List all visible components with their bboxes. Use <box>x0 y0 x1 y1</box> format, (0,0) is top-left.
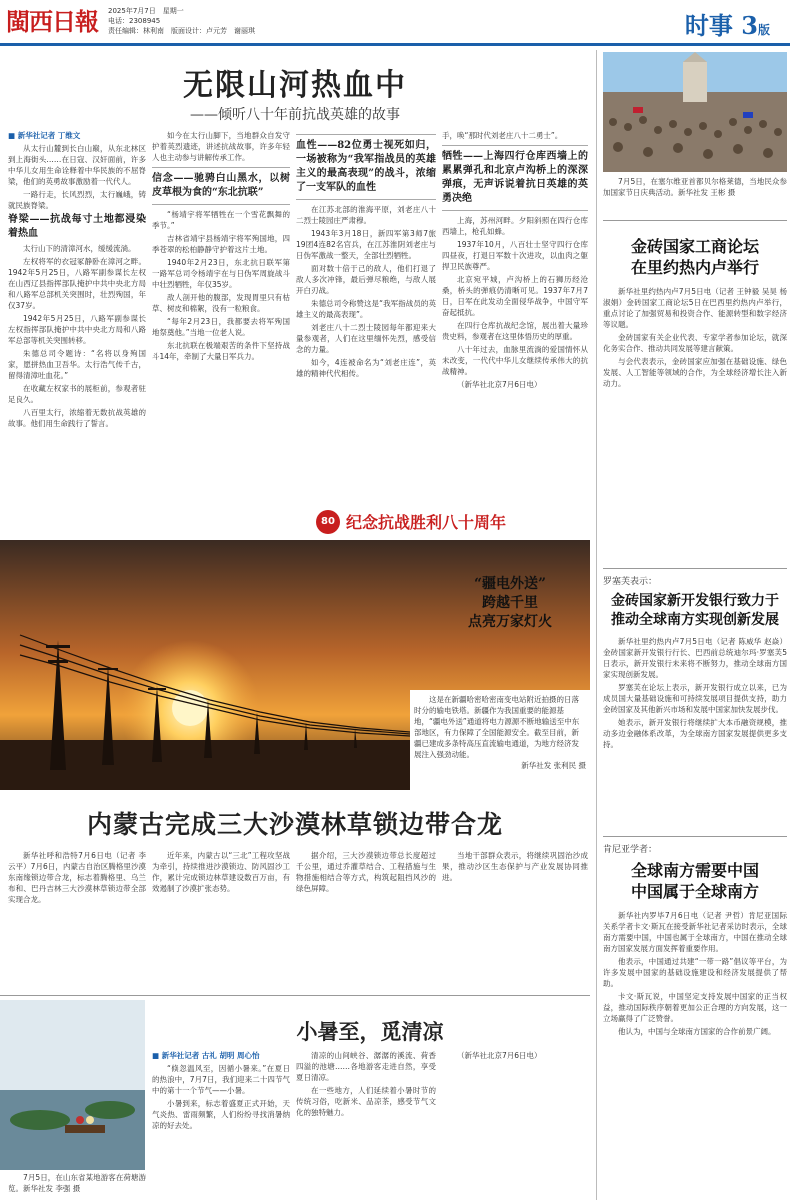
editors: 责任编辑：林利南 版面设计：卢元芳 谢丽琪 <box>108 27 255 35</box>
pull-quote-faith: 信念——驰骋白山黑水，以树皮草根为食的“东北抗联” <box>152 167 290 205</box>
brics-forum-body: 新华社里约热内卢7月5日电（记者 王钟毅 吴昊 杨淑娟）金砖国家工商论坛5日在巴西里约热内卢举行，重点讨论了加强贸易和投资合作、能源转型和数字经济等议题。 金砖国家有关企业代表、专家学者参加论坛，就深化务实合作、推动共同发展等建言献策。 与会代表表示，金砖国家应加强在基础设施、绿色发展、人工智能等领域的合作，为全球经济增长注入新动力。 <box>603 287 787 388</box>
lotus-pond-photo <box>0 1000 145 1170</box>
phone: 电话：2308945 <box>108 17 161 25</box>
anniversary-emblem: 80 <box>316 510 340 534</box>
divider <box>0 995 590 996</box>
main-story-col4: 手，唤“那时代刘老庄八十二勇士”。 牺牲——上海四行仓库西墙上的累累弹孔和北京卢沟桥上的深深弹痕，无声诉说着抗日英雄的英勇决绝 上海，苏州河畔。夕阳斜照在四行仓库西墙上，枪孔如蜂。 1937年10月，八百壮士坚守四行仓库四昼夜，打退日军数十次进攻，以血肉之躯捍卫民族尊严。 北京宛平城，卢沟桥上的石狮历经沧桑，桥头的弹痕仍清晰可见。1937年7月7日，日军在此发动全面侵华战争，中国守军奋起抵抗。 在四行仓库抗战纪念馆，展出着大量珍贵史料，参观者在这里体悟历史的厚重。 八十年过去，血脉里流淌的爱国情怀从未改变，一代代中华儿女继续传承伟大的抗战精神。 （新华社北京7月6日电） <box>442 131 588 389</box>
newspaper-logo: 閩西日報 <box>6 7 98 36</box>
main-subheadline: ——倾听八十年前抗战英雄的故事 <box>190 107 400 123</box>
pull-quote-sacrifice: 牺牲——上海四行仓库西墙上的累累弹孔和北京卢沟桥上的深深弹痕，无声诉说着抗日英雄的英勇决绝 <box>442 145 588 211</box>
main-story-col2: 如今在太行山脚下，当地群众自发守护着英烈遗迹，讲述抗战故事，许多年轻人也主动参与讲解传承工作。 信念——驰骋白山黑水，以树皮草根为食的“东北抗联” “杨靖宇将军牺牲在一个雪花飘舞的季节。” 吉林省靖宇县杨靖宇将军殉国地，四季苍翠的松柏静静守护着这片土地。 1940年2月23日，东北抗日联军第一路军总司令杨靖宇在与日伪军周旋战斗中壮烈牺牲，年仅35岁。 敌人剖开他的腹部，发现胃里只有枯草、树皮和棉絮，没有一粒粮食。 “每年2月23日，我都要去将军殉国地祭奠他。”当地一位老人说。 东北抗联在极端艰苦的条件下坚持战斗14年，牵制了大量日军兵力。 <box>152 131 290 361</box>
masthead-info <box>108 6 255 36</box>
pull-quote-valor: 血性——82位勇士视死如归，一场被称为“我军指战员的英雄主义的最高表现”的战斗，浓缩了一支军队的血性 <box>296 134 436 200</box>
innermongolia-col4: 当地干部群众表示，将继续巩固治沙成果，推动沙区生态保护与产业发展协同推进。 <box>442 851 588 882</box>
summer-col1: ■ 新华社记者 古礼 胡明 周心怡 “倏忽温风至，因循小暑来。”在夏日的热浪中，7月7日，我们迎来二十四节气中的第十一个节气——小暑。 小暑到来，标志着盛夏正式开始，天气炎热、雷雨频繁，人们纷纷寻找消暑纳凉的好去处。 <box>152 1051 290 1130</box>
innermongolia-col1: 新华社呼和浩特7月6日电（记者 李云平）7月6日，内蒙古自治区腾格里沙漠东南缘锁边带合龙，标志着腾格里、乌兰布和、巴丹吉林三大沙漠林草锁边带全部实现合龙。 <box>8 851 146 904</box>
lotus-photo-caption: 7月5日，在山东省某地游客在荷塘游览。新华社发 李强 摄 <box>8 1173 146 1193</box>
column-divider <box>596 50 597 1200</box>
brics-forum-headline: 金砖国家工商论坛 在里约热内卢举行 <box>630 237 759 277</box>
ndb-headline: 金砖国家新开发银行致力于 推动全球南方实现创新发展 <box>611 593 779 628</box>
anniversary-banner <box>316 508 586 536</box>
kenya-scholar-label: 肯尼亚学者： <box>603 845 658 855</box>
photo-feature-title: “疆电外送” 跨越千里 点亮万家灯火 <box>468 576 552 630</box>
issue-date: 2025年7月7日 星期一 <box>108 7 184 15</box>
section-title: 时事 3版 <box>684 11 770 40</box>
pond-boat-image <box>0 1000 145 1170</box>
ndb-body: 新华社里约热内卢7月5日电（记者 陈威华 赵焱）金砖国家新开发银行行长、巴西前总统迪尔玛·罗塞芙5日表示，新开发银行未来将不断努力，推动全球南方国家实现创新发展。 罗塞芙在论坛上表示，新开发银行成立以来，已为成员国大量基础设施和可持续发展项目提供支持，助力金砖国家及其他新兴市场和发展中国家加快发展步伐。 她表示，新开发银行将继续扩大本币融资规模，推动多边金融体系改革，为全球南方国家发展提供更多支持。 <box>603 637 787 749</box>
anniversary-text: 纪念抗战胜利八十周年 <box>346 513 507 532</box>
page-number: 3 <box>741 11 758 40</box>
belgrade-photo-caption: 7月5日，在塞尔维亚首都贝尔格莱德，当地民众参加国家节日庆典活动。新华社发 王彬 摄 <box>603 177 787 197</box>
main-story-col1: ■ 新华社记者 丁维文 从太行山麓到长白山巅，从东北林区到上海街头……在日寇、汉奸面前，许多中华儿女用生命诠释着中华民族的不屈脊梁，他们的英勇故事激励着一代代人。 一路行走，长风烈烈，太行巍峨，铸就民族脊梁。 脊梁——抗战每寸土地都浸染着热血 太行山下的清漳河水，缓缓流淌。 左权将军的衣冠冢静卧在漳河之畔。1942年5月25日，八路军副参谋长左权在山西辽县指挥部队掩护中共中央北方局和八路军总部机关突围时，壮烈殉国，年仅37岁。 1942年5月25日，八路军副参谋长左权指挥部队掩护中共中央北方局和八路军总部等机关突围转移。 朱德总司令题诗：“名将以身殉国家，愿拼热血卫吾华。太行浩气传千古，留得清漳吐血花。” 在收藏左权家书的展柜前，参观者驻足良久。 八百里太行，浓缩着无数抗战英雄的故事。他们用生命践行了誓言。 <box>8 131 146 428</box>
innermongolia-headline: 内蒙古完成三大沙漠林草锁边带合龙 <box>86 810 503 839</box>
masthead <box>0 0 790 46</box>
photo-feature-caption: 这是在新疆哈密哈密南变电站附近拍摄的日落时分的输电铁塔。新疆作为我国重要的能源基地，“疆电外送”通道将电力源源不断地输送至中东部地区，有力保障了全国能源安全。截至目前，新疆已建成多条特高压直流输电通道，为地方经济发展注入强劲动能。 新华社发 张利民 摄 <box>410 690 590 800</box>
divider <box>603 836 787 837</box>
global-south-body: 新华社内罗毕7月6日电（记者 尹哲）肯尼亚国际关系学者卡文·斯瓦在接受新华社记者采访时表示，全球南方需要中国，中国也属于全球南方，中国在推动全球南方国家发展方面发挥着重要作用。 他表示，中国通过共建“一带一路”倡议等平台，为许多发展中国家的基础设施建设和经济发展提供了帮助。 卡文·斯瓦说，中国坚定支持发展中国家的正当权益，推动国际秩序朝着更加公正合理的方向发展，这一立场赢得了广泛赞誉。 他认为，中国与全球南方国家的合作前景广阔。 <box>603 911 787 1036</box>
rousseff-label: 罗塞芙表示： <box>603 577 658 587</box>
main-headline: 无限山河热血中 <box>183 68 407 103</box>
divider <box>603 220 787 221</box>
main-story-col3: 血性——82位勇士视死如归，一场被称为“我军指战员的英雄主义的最高表现”的战斗，浓缩了一支军队的血性 在江苏北部的淮海平原，刘老庄八十二烈士陵园庄严肃穆。 1943年3月18日，新四军第3师7旅19团4连82名官兵，在江苏淮阴刘老庄与日伪军激战一整天，全部壮烈牺牲。 面对数十倍于己的敌人，他们打退了敌人多次冲锋，最后弹尽粮绝，与敌人展开白刃战。 朱德总司令称赞这是“我军指战员的英雄主义的最高表现”。 刘老庄八十二烈士陵园每年都迎来大量参观者，人们在这里缅怀先烈，感受信念的力量。 如今，4连被命名为“刘老庄连”，英雄的精神代代相传。 <box>296 130 436 505</box>
photo-credit: 新华社发 张利民 摄 <box>521 761 586 770</box>
crowd-image <box>603 52 787 172</box>
belgrade-crowd-photo <box>603 52 787 172</box>
subhead-spine: 脊梁——抗战每寸土地都浸染着热血 <box>8 214 146 239</box>
global-south-headline: 全球南方需要中国 中国属于全球南方 <box>630 861 759 901</box>
innermongolia-col3: 据介绍，三大沙漠锁边带总长度超过千公里，通过乔灌草结合、工程措施与生物措施相结合等方式，构筑起阻挡风沙的绿色屏障。 <box>296 851 436 893</box>
innermongolia-col2: 近年来，内蒙古以“三北”工程攻坚战为牵引，持续推进沙漠锁边、防风固沙工作，累计完成锁边林草建设数百万亩，有效遏制了沙漠扩张态势。 <box>152 851 290 893</box>
summer-headline: 小暑至，觅清凉 <box>296 1019 444 1044</box>
divider <box>603 568 787 569</box>
summer-col2: 清凉的山间峡谷、潺潺的溪流、荷香四溢的池塘……各地游客走进自然，享受夏日清凉。 在一些地方，人们延续着小暑时节的传统习俗，吃新米、品凉茶，感受节气文化的独特魅力。 <box>296 1051 436 1117</box>
summer-col3: （新华社北京7月6日电） <box>457 1051 542 1060</box>
